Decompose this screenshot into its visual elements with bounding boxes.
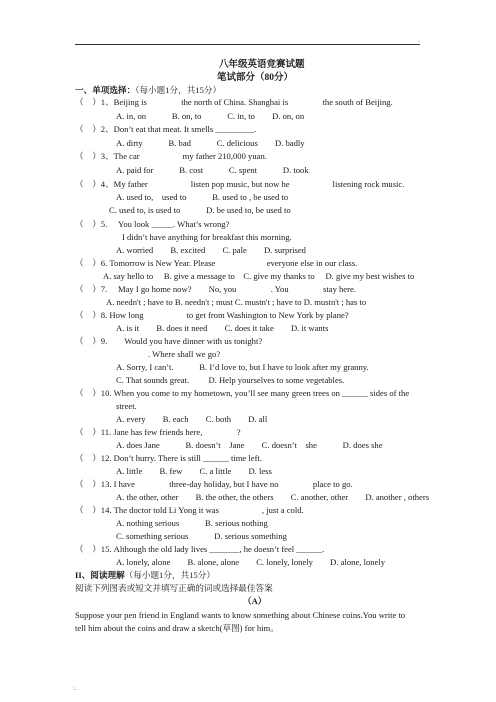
question-line: （ ）13. I have three-day holiday, but I have no place to go.	[75, 479, 353, 489]
passage-line: tell him about the coins and draw a sketch(草图) for him。	[75, 623, 279, 633]
section2-heading	[75, 570, 215, 581]
option-line: A. in, on B. on, to C. in, to D. on, on	[116, 111, 305, 121]
option-line: C. something serious D. serious something	[116, 531, 287, 541]
option-line: A. dirty B. bad C. delicious D. badly	[116, 138, 305, 148]
option-line: C. used to, is used to D. be used to, be used to	[109, 205, 291, 215]
passage-line: Suppose your pen friend in England wants to know something about Chinese coins.You write to	[75, 610, 406, 620]
question-line: . Where shall we go?	[148, 349, 221, 359]
question-line: street.	[116, 401, 137, 411]
page-subtitle: 笔试部分（80分）	[217, 73, 294, 83]
question-line: （ ）6. Tomorrow is New Year. Please everyone else in our class.	[75, 258, 358, 268]
footer-mark: :.	[73, 684, 77, 692]
reading-instruction: 阅读下列图表或短文并填写正确的词或选择最佳答案	[75, 583, 273, 593]
question-line: （ ）11. Jane has few friends here, ?	[75, 427, 241, 437]
question-line: （ ）14. The doctor told Li Yong it was , just a cold.	[75, 505, 304, 515]
question-line: I didn’t have anything for breakfast this morning.	[122, 232, 292, 242]
option-line: C. That sounds great. D. Help yourselves to some vegetables.	[116, 375, 345, 385]
option-line: A. worried B. excited C. pale D. surprised	[116, 245, 306, 255]
option-line: A. every B. each C. both D. all	[116, 414, 268, 424]
option-line: A. say hello to B. give a message to C. give my thanks to D. give my best wishes to	[103, 271, 415, 281]
question-line: （ ）8. How long to get from Washington to New York by plane?	[75, 310, 349, 320]
section2-note: （每小题1分，共15分）	[124, 570, 215, 580]
section1-title: 一、单项选择：	[75, 85, 136, 95]
question-line: （ ）1、Beijing is the north of China. Shanghai is the south of Beijing.	[75, 97, 393, 107]
option-line: A. used to, used to B. used to , be used to	[116, 192, 289, 202]
option-line: A. Sorry, I can’t. B. I’d love to, but I have to look after my granny.	[116, 362, 369, 372]
option-line: A. does Jane B. doesn’t Jane C. doesn’t she D. does she	[116, 440, 383, 450]
page-title: 八年级英语竞赛试题	[219, 60, 305, 70]
question-line: （ ）10. When you come to my hometown, you’ll see many green trees on ______ sides of the	[75, 388, 410, 398]
question-line: （ ）7. May I go home now? No, you . You stay here.	[75, 284, 356, 294]
question-line: （ ）15. Although the old lady lives _______, he doesn’t feel ______.	[75, 544, 325, 554]
question-line: （ ）5. You look _____. What’s wrong?	[75, 219, 230, 229]
option-line: A. needn't ; have to B. needn't ; must C. mustn't ; have to D. mustn't ; has to	[106, 297, 367, 307]
option-line: A. is it B. does it need C. does it take D. it wants	[116, 323, 329, 333]
passage-label: （A）	[243, 596, 267, 606]
section1-note: （每小题1分，共15分）	[135, 85, 222, 95]
option-line: A. nothing serious B. serious nothing	[116, 518, 268, 528]
question-line: （ ）12. Don’t hurry. There is still ______ time left.	[75, 453, 262, 463]
question-line: （ ）4、My father listen pop music, but now he listening rock music.	[75, 179, 405, 189]
question-line: （ ）3、The car my father 210,000 yuan.	[75, 151, 267, 161]
question-line: （ ）2、Don’t eat that meat. It smells _________.	[75, 124, 257, 134]
header-rule	[75, 44, 420, 45]
question-line: （ ）9. Would you have dinner with us tonight?	[75, 336, 263, 346]
header-mark: .	[418, 36, 420, 44]
option-line: A. lonely, alone B. alone, alone C. lonely, lonely D. alone, lonely	[116, 557, 386, 567]
section1-heading	[75, 85, 221, 96]
section2-title: II、阅读理解	[75, 570, 125, 580]
option-line: A. little B. few C. a little D. less	[116, 466, 272, 476]
option-line: A. paid for B. cost C. spent D. took	[116, 165, 309, 175]
option-line: A. the other, other B. the other, the others C. another, other D. another , others	[116, 492, 430, 502]
